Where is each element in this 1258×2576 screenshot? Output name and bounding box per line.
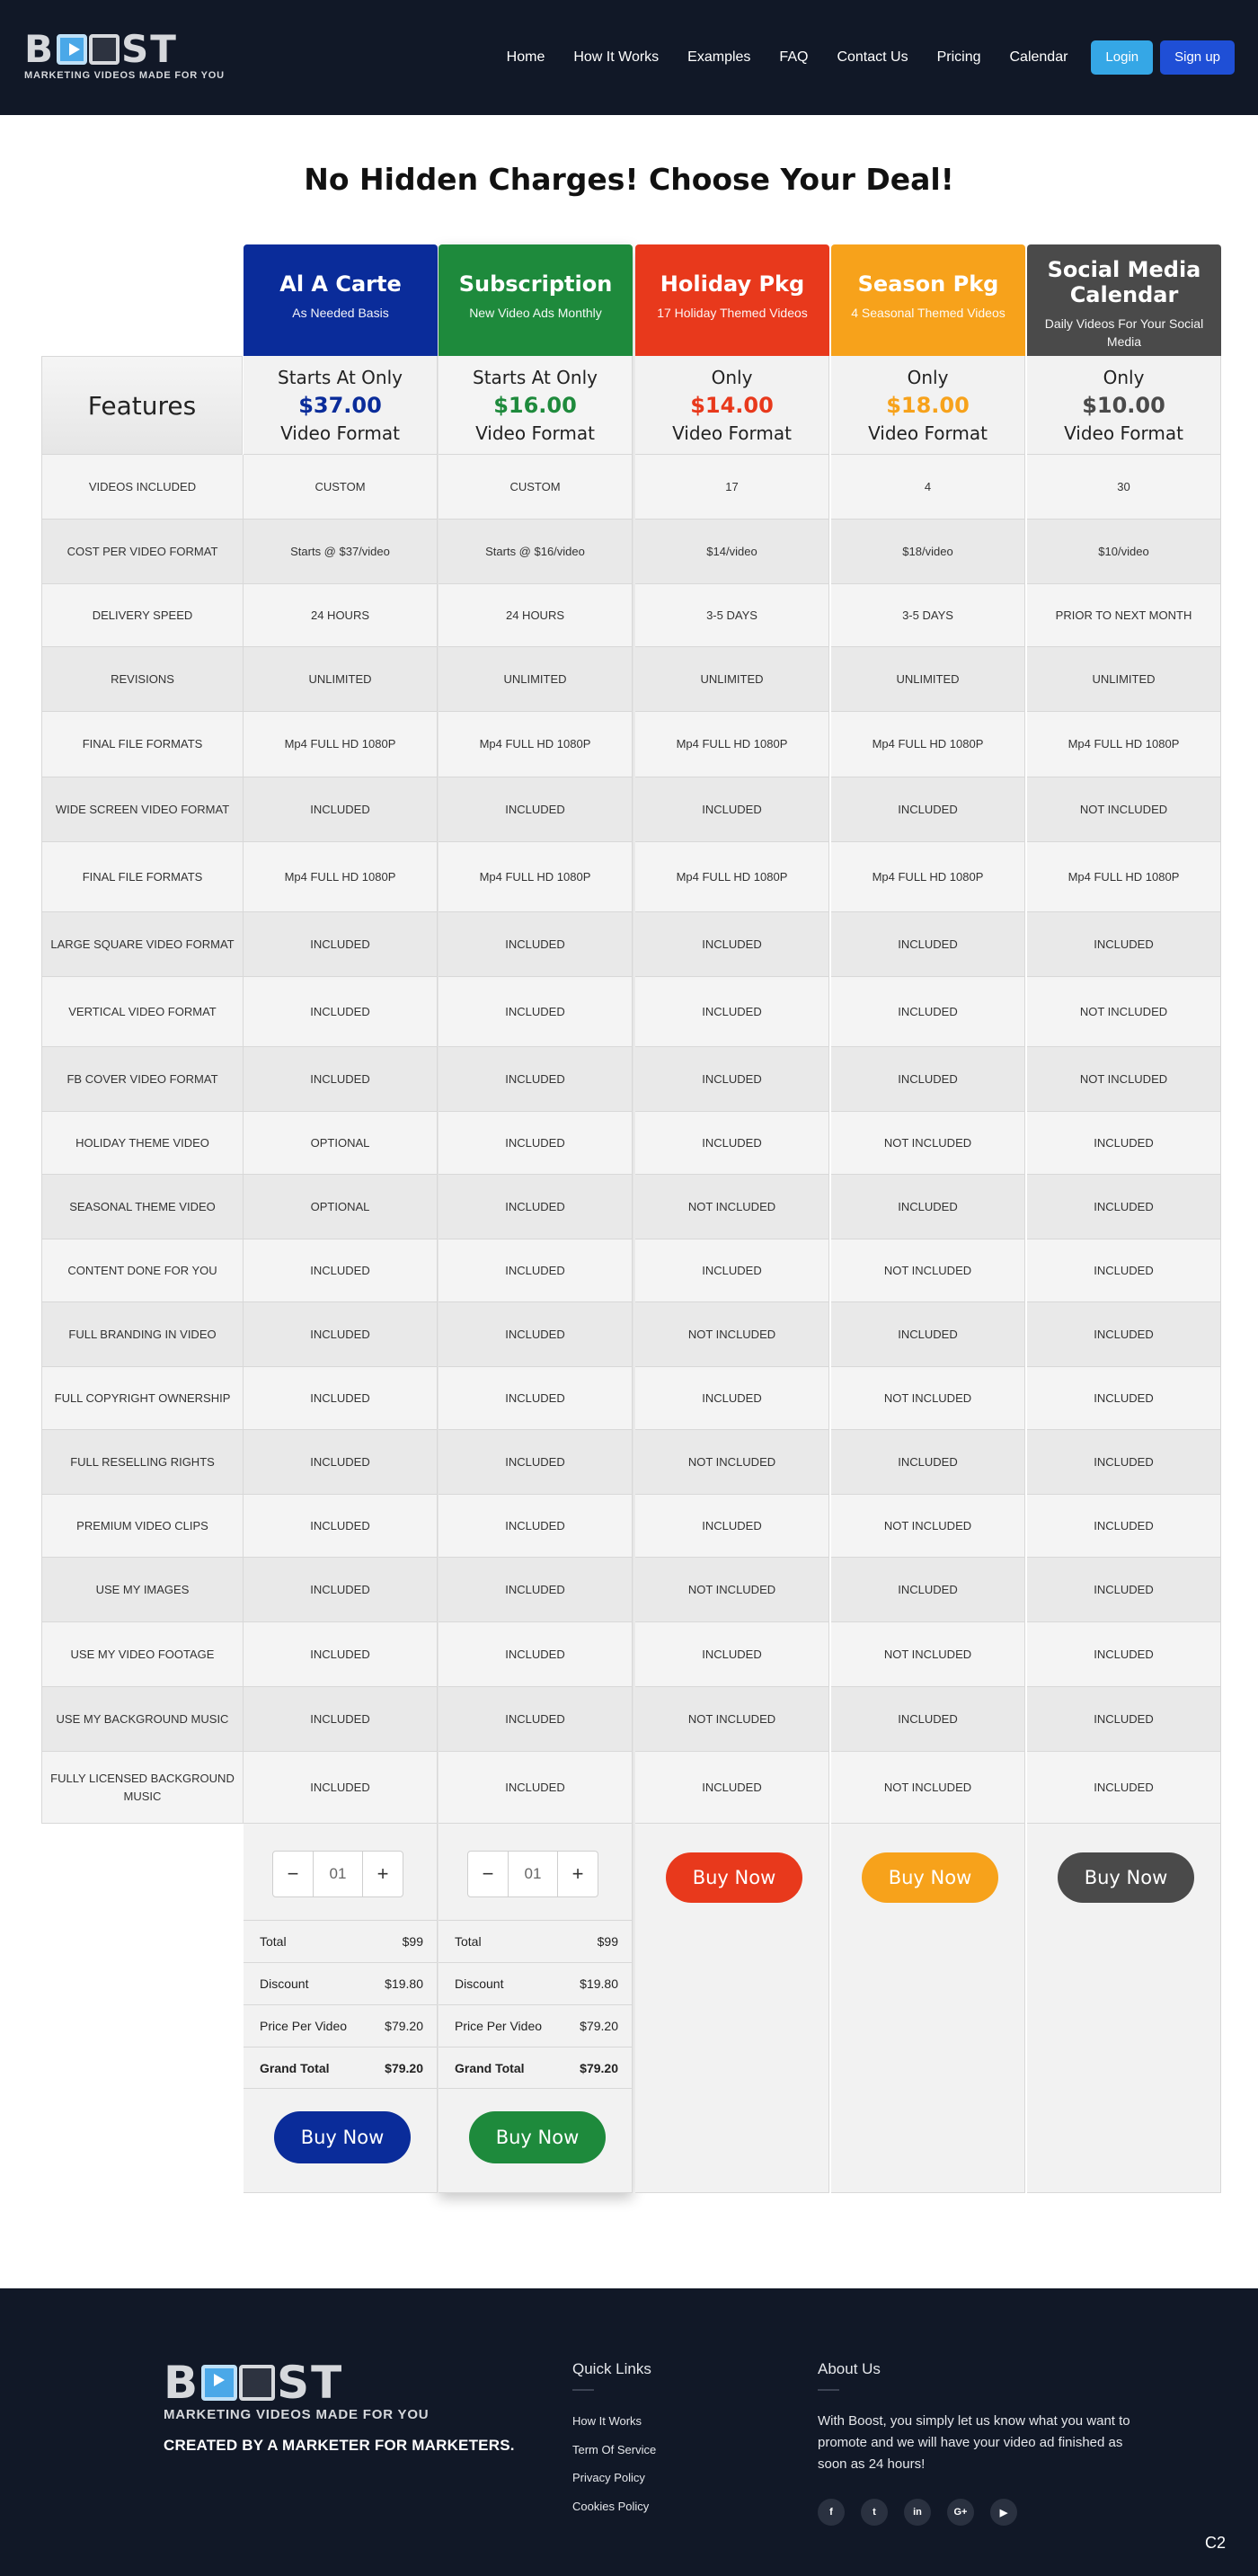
feature-name: FULLY LICENSED BACKGROUND MUSIC	[41, 1752, 244, 1824]
feature-value: INCLUDED	[439, 1367, 633, 1430]
plan-header-4	[1027, 244, 1221, 356]
quick-links-title: Quick Links	[572, 2360, 651, 2377]
price-format: Video Format	[280, 422, 400, 444]
feature-value: INCLUDED	[244, 1302, 438, 1367]
feature-value: 17	[635, 455, 829, 520]
decrement-button[interactable]: −	[482, 1862, 494, 1885]
feature-value: Mp4 FULL HD 1080P	[831, 842, 1025, 912]
price-format: Video Format	[1064, 422, 1183, 444]
feature-value: 30	[1027, 455, 1221, 520]
summary-discount	[439, 1962, 633, 2004]
buy-now-button[interactable]: Buy Now	[666, 1852, 802, 1903]
feature-value: INCLUDED	[439, 1752, 633, 1824]
price-prefix: Starts At Only	[473, 367, 598, 388]
footer-logo[interactable]	[164, 2357, 430, 2422]
feature-value: INCLUDED	[244, 1495, 438, 1558]
feature-value: 3-5 DAYS	[635, 584, 829, 647]
feature-value: INCLUDED	[244, 1430, 438, 1495]
feature-value: NOT INCLUDED	[831, 1112, 1025, 1175]
feature-value: INCLUDED	[831, 1558, 1025, 1622]
feature-value: INCLUDED	[635, 1047, 829, 1112]
summary-price-per-video	[244, 2004, 438, 2047]
nav-pricing[interactable]: Pricing	[936, 49, 981, 65]
feature-value: NOT INCLUDED	[831, 1752, 1025, 1824]
footer-link-privacy[interactable]: Privacy Policy	[572, 2471, 645, 2484]
feature-value: INCLUDED	[1027, 1495, 1221, 1558]
price-amount: $18.00	[886, 393, 970, 418]
feature-name: VIDEOS INCLUDED	[41, 455, 244, 520]
decrement-button[interactable]: −	[287, 1862, 299, 1885]
summary-label: Price Per Video	[260, 2019, 348, 2033]
linkedin-icon[interactable]: in	[904, 2499, 931, 2526]
about-divider	[818, 2389, 839, 2391]
feature-value: INCLUDED	[439, 1558, 633, 1622]
feature-value: INCLUDED	[831, 1047, 1025, 1112]
buy-now-button[interactable]: Buy Now	[469, 2111, 606, 2163]
price-amount: $37.00	[298, 393, 382, 418]
footer-tagline: CREATED BY A MARKETER FOR MARKETERS.	[164, 2437, 515, 2454]
nav-home[interactable]: Home	[506, 49, 545, 65]
increment-button[interactable]: +	[377, 1862, 389, 1885]
feature-value: INCLUDED	[439, 1687, 633, 1752]
summary-label: Price Per Video	[455, 2019, 543, 2033]
feature-name: COST PER VIDEO FORMAT	[41, 520, 244, 584]
plan-price-cell	[244, 356, 438, 455]
summary-price-per-video	[439, 2004, 633, 2047]
feature-value: INCLUDED	[439, 1239, 633, 1302]
plan-price-cell	[1027, 356, 1221, 455]
plan-subtitle: As Needed Basis	[292, 306, 389, 320]
page-title: No Hidden Charges! Choose Your Deal!	[304, 162, 954, 197]
footer-logo-film-icon	[201, 2365, 275, 2401]
youtube-icon[interactable]: ▶	[990, 2499, 1017, 2526]
feature-name: DELIVERY SPEED	[41, 584, 244, 647]
feature-value: Starts @ $16/video	[439, 520, 633, 584]
plan-name: Subscription	[458, 271, 613, 297]
summary-value: $19.80	[385, 1976, 423, 1991]
price-format: Video Format	[672, 422, 792, 444]
footer-link-cookies[interactable]: Cookies Policy	[572, 2500, 650, 2513]
summary-value: $79.20	[385, 2019, 423, 2033]
feature-value: INCLUDED	[439, 1047, 633, 1112]
nav-how-it-works[interactable]: How It Works	[573, 49, 660, 65]
quantity-value: 01	[508, 1852, 558, 1896]
feature-value: 3-5 DAYS	[831, 584, 1025, 647]
quick-links-divider	[572, 2389, 594, 2391]
feature-value: INCLUDED	[244, 777, 438, 842]
logo-word-start: B	[24, 27, 56, 71]
summary-label: Total	[260, 1934, 287, 1949]
feature-value: INCLUDED	[244, 1687, 438, 1752]
summary-label: Discount	[260, 1976, 309, 1991]
feature-value: INCLUDED	[635, 1367, 829, 1430]
feature-value: INCLUDED	[244, 912, 438, 977]
feature-value: UNLIMITED	[831, 647, 1025, 712]
feature-name: FB COVER VIDEO FORMAT	[41, 1047, 244, 1112]
summary-label: Total	[455, 1934, 482, 1949]
plan-price-cell	[635, 356, 829, 455]
nav-calendar[interactable]: Calendar	[1009, 49, 1068, 65]
footer-logo-tagline: MARKETING VIDEOS MADE FOR YOU	[164, 2407, 430, 2422]
feature-name: VERTICAL VIDEO FORMAT	[41, 977, 244, 1047]
feature-name: CONTENT DONE FOR YOU	[41, 1239, 244, 1302]
plan-price-cell	[831, 356, 1025, 455]
price-prefix: Only	[1103, 367, 1145, 388]
plan-subtitle: 4 Seasonal Themed Videos	[851, 306, 1006, 320]
feature-value: NOT INCLUDED	[635, 1175, 829, 1239]
plan-subtitle: Daily Videos For Your Social Media	[1044, 316, 1204, 349]
login-button[interactable]: Login	[1091, 40, 1153, 75]
feature-value: INCLUDED	[439, 1175, 633, 1239]
feature-value: NOT INCLUDED	[831, 1622, 1025, 1687]
feature-value: NOT INCLUDED	[635, 1430, 829, 1495]
feature-value: NOT INCLUDED	[831, 1367, 1025, 1430]
feature-value: INCLUDED	[831, 977, 1025, 1047]
feature-name: FINAL FILE FORMATS	[41, 712, 244, 777]
summary-total	[439, 1920, 633, 1962]
plan-name: Season Pkg	[857, 271, 999, 297]
feature-value: INCLUDED	[831, 912, 1025, 977]
feature-value: Mp4 FULL HD 1080P	[244, 712, 438, 777]
feature-value: INCLUDED	[439, 912, 633, 977]
facebook-icon[interactable]: f	[818, 2499, 845, 2526]
quantity-value: 01	[313, 1852, 363, 1896]
feature-value: Mp4 FULL HD 1080P	[439, 842, 633, 912]
feature-name: WIDE SCREEN VIDEO FORMAT	[41, 777, 244, 842]
feature-value: CUSTOM	[244, 455, 438, 520]
feature-name: FULL BRANDING IN VIDEO	[41, 1302, 244, 1367]
feature-value: INCLUDED	[439, 1112, 633, 1175]
corner-badge: C2	[1204, 2534, 1226, 2552]
feature-value: INCLUDED	[1027, 1175, 1221, 1239]
price-prefix: Only	[907, 367, 949, 388]
feature-value: INCLUDED	[635, 1112, 829, 1175]
feature-name: USE MY IMAGES	[41, 1558, 244, 1622]
summary-label: Discount	[455, 1976, 504, 1991]
feature-value: INCLUDED	[244, 977, 438, 1047]
feature-value: NOT INCLUDED	[1027, 777, 1221, 842]
feature-value: INCLUDED	[1027, 1302, 1221, 1367]
main-nav	[478, 40, 1235, 75]
feature-value: INCLUDED	[635, 977, 829, 1047]
feature-value: INCLUDED	[439, 777, 633, 842]
feature-value: INCLUDED	[1027, 1752, 1221, 1824]
feature-value: INCLUDED	[1027, 1687, 1221, 1752]
footer-logo-word-end: ST	[277, 2357, 344, 2409]
plan-header-0	[244, 244, 438, 356]
plan-header-1	[439, 244, 633, 356]
feature-value: NOT INCLUDED	[635, 1687, 829, 1752]
buy-now-button[interactable]: Buy Now	[862, 1852, 998, 1903]
plan-header-3	[831, 244, 1025, 356]
feature-value: NOT INCLUDED	[635, 1558, 829, 1622]
summary-value: $99	[402, 1934, 423, 1949]
nav-faq[interactable]: FAQ	[779, 49, 809, 65]
feature-value: INCLUDED	[439, 1495, 633, 1558]
feature-value: INCLUDED	[1027, 1558, 1221, 1622]
feature-value: OPTIONAL	[244, 1112, 438, 1175]
feature-value: INCLUDED	[635, 1622, 829, 1687]
summary-value: $79.20	[580, 2019, 618, 2033]
nav-contact-us[interactable]: Contact Us	[837, 49, 908, 65]
summary-discount	[244, 1962, 438, 2004]
feature-value: INCLUDED	[244, 1239, 438, 1302]
feature-name: USE MY BACKGROUND MUSIC	[41, 1687, 244, 1752]
twitter-icon[interactable]: t	[861, 2499, 888, 2526]
feature-value: $10/video	[1027, 520, 1221, 584]
plan-header-2	[635, 244, 829, 356]
feature-value: INCLUDED	[635, 912, 829, 977]
summary-total	[244, 1920, 438, 1962]
feature-name: FINAL FILE FORMATS	[41, 842, 244, 912]
plan-subtitle: New Video Ads Monthly	[469, 306, 602, 320]
feature-value: INCLUDED	[1027, 1430, 1221, 1495]
brand-logo[interactable]	[24, 27, 231, 81]
feature-value: Mp4 FULL HD 1080P	[1027, 842, 1221, 912]
summary-value: $79.20	[385, 2060, 423, 2075]
footer-logo-word-start: B	[164, 2357, 200, 2409]
feature-value: INCLUDED	[1027, 912, 1221, 977]
google-plus-icon[interactable]: G+	[947, 2499, 974, 2526]
site-header	[0, 0, 1258, 115]
feature-value: INCLUDED	[1027, 1622, 1221, 1687]
feature-value: NOT INCLUDED	[1027, 1047, 1221, 1112]
feature-value: INCLUDED	[635, 777, 829, 842]
feature-value: INCLUDED	[831, 1302, 1025, 1367]
feature-value: INCLUDED	[1027, 1112, 1221, 1175]
feature-value: 24 HOURS	[244, 584, 438, 647]
feature-value: INCLUDED	[1027, 1239, 1221, 1302]
about-title: About Us	[818, 2360, 881, 2377]
feature-value: $18/video	[831, 520, 1025, 584]
buy-now-button[interactable]: Buy Now	[1058, 1852, 1194, 1903]
feature-value: 24 HOURS	[439, 584, 633, 647]
price-amount: $14.00	[690, 393, 774, 418]
feature-value: OPTIONAL	[244, 1175, 438, 1239]
feature-value: INCLUDED	[244, 1367, 438, 1430]
nav-examples[interactable]: Examples	[687, 49, 751, 65]
feature-value: Mp4 FULL HD 1080P	[439, 712, 633, 777]
feature-value: NOT INCLUDED	[635, 1302, 829, 1367]
feature-value: Mp4 FULL HD 1080P	[635, 842, 829, 912]
price-prefix: Only	[711, 367, 753, 388]
feature-name: USE MY VIDEO FOOTAGE	[41, 1622, 244, 1687]
summary-grand-total	[439, 2047, 633, 2089]
feature-value: NOT INCLUDED	[831, 1239, 1025, 1302]
plan-name: Holiday Pkg	[660, 271, 805, 297]
plan-price-cell	[439, 356, 633, 455]
feature-name: LARGE SQUARE VIDEO FORMAT	[41, 912, 244, 977]
logo-word-end: ST	[121, 27, 178, 71]
price-amount: $16.00	[493, 393, 577, 418]
feature-value: $14/video	[635, 520, 829, 584]
plan-name: Al A Carte	[279, 271, 402, 297]
features-heading: Features	[41, 356, 243, 455]
price-prefix: Starts At Only	[278, 367, 403, 388]
feature-value: Mp4 FULL HD 1080P	[1027, 712, 1221, 777]
feature-value: NOT INCLUDED	[831, 1495, 1025, 1558]
signup-button[interactable]: Sign up	[1160, 40, 1235, 75]
feature-value: INCLUDED	[635, 1239, 829, 1302]
quantity-stepper[interactable]	[467, 1851, 598, 1897]
feature-name: HOLIDAY THEME VIDEO	[41, 1112, 244, 1175]
feature-value: UNLIMITED	[439, 647, 633, 712]
feature-value: 4	[831, 455, 1025, 520]
logo-film-icon	[57, 34, 120, 65]
summary-label: Grand Total	[260, 2060, 330, 2075]
about-text: With Boost, you simply let us know what you want to promote and we will have your video ad finished as soon as 24 hours!	[818, 2413, 1130, 2472]
feature-value: INCLUDED	[831, 1430, 1025, 1495]
feature-value: UNLIMITED	[244, 647, 438, 712]
feature-value: PRIOR TO NEXT MONTH	[1027, 584, 1221, 647]
plan-subtitle: 17 Holiday Themed Videos	[657, 306, 808, 320]
feature-value: INCLUDED	[439, 1622, 633, 1687]
feature-value: INCLUDED	[831, 777, 1025, 842]
feature-name: SEASONAL THEME VIDEO	[41, 1175, 244, 1239]
increment-button[interactable]: +	[571, 1862, 584, 1885]
feature-value: INCLUDED	[1027, 1367, 1221, 1430]
feature-value: INCLUDED	[244, 1622, 438, 1687]
feature-value: INCLUDED	[439, 1430, 633, 1495]
feature-value: INCLUDED	[439, 977, 633, 1047]
feature-value: INCLUDED	[439, 1302, 633, 1367]
feature-value: INCLUDED	[635, 1495, 829, 1558]
feature-value: INCLUDED	[244, 1752, 438, 1824]
buy-now-button[interactable]: Buy Now	[274, 2111, 411, 2163]
feature-value: UNLIMITED	[635, 647, 829, 712]
feature-value: INCLUDED	[244, 1047, 438, 1112]
footer-link-terms[interactable]: Term Of Service	[572, 2443, 657, 2456]
feature-value: Mp4 FULL HD 1080P	[244, 842, 438, 912]
feature-value: INCLUDED	[831, 1687, 1025, 1752]
summary-value: $99	[597, 1934, 618, 1949]
feature-value: NOT INCLUDED	[1027, 977, 1221, 1047]
price-format: Video Format	[868, 422, 988, 444]
feature-name: PREMIUM VIDEO CLIPS	[41, 1495, 244, 1558]
feature-value: INCLUDED	[831, 1175, 1025, 1239]
site-footer	[0, 2288, 1258, 2576]
summary-value: $19.80	[580, 1976, 618, 1991]
feature-value: CUSTOM	[439, 455, 633, 520]
feature-name: FULL COPYRIGHT OWNERSHIP	[41, 1367, 244, 1430]
logo-tagline: MARKETING VIDEOS MADE FOR YOU	[24, 70, 225, 81]
feature-value: Mp4 FULL HD 1080P	[635, 712, 829, 777]
feature-value: UNLIMITED	[1027, 647, 1221, 712]
feature-value: INCLUDED	[244, 1558, 438, 1622]
plan-name: Social Media Calendar	[1047, 257, 1201, 307]
quantity-stepper[interactable]	[272, 1851, 403, 1897]
price-amount: $10.00	[1082, 393, 1165, 418]
summary-label: Grand Total	[455, 2060, 525, 2075]
feature-name: REVISIONS	[41, 647, 244, 712]
footer-link-how-it-works[interactable]: How It Works	[572, 2414, 642, 2428]
summary-value: $79.20	[580, 2060, 618, 2075]
summary-grand-total	[244, 2047, 438, 2089]
feature-name: FULL RESELLING RIGHTS	[41, 1430, 244, 1495]
feature-value: INCLUDED	[635, 1752, 829, 1824]
feature-value: Mp4 FULL HD 1080P	[831, 712, 1025, 777]
price-format: Video Format	[475, 422, 595, 444]
feature-value: Starts @ $37/video	[244, 520, 438, 584]
